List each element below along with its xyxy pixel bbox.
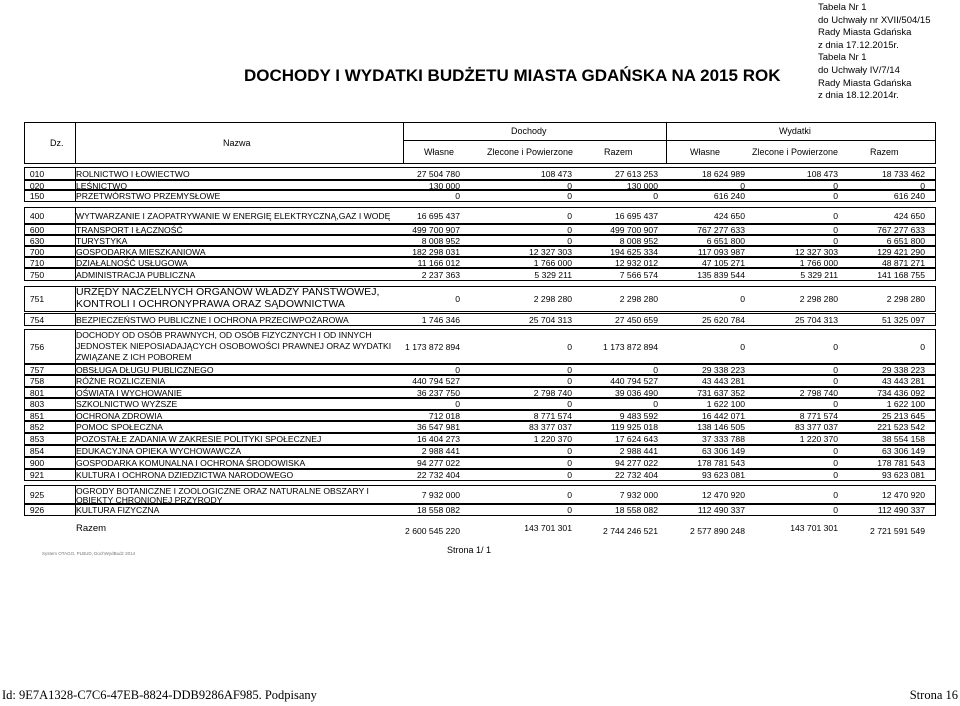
header-divider	[24, 122, 25, 163]
row-value: 0	[833, 376, 838, 386]
row-value: 18 558 082	[614, 505, 658, 515]
row-name: WYTWARZANIE I ZAOPATRYWANIE W ENERGIĘ ELEKTRYCZNĄ,GAZ I WODĘ	[76, 210, 391, 221]
row-value: 63 306 149	[701, 446, 745, 456]
row-code: 700	[29, 246, 45, 257]
row-name: OCHRONA ZDROWIA	[76, 410, 163, 421]
row-value: 221 523 542	[877, 422, 925, 432]
row-name: LEŚNICTWO	[76, 180, 128, 191]
row-value: 7 566 574	[619, 269, 658, 280]
row-value: 1 622 100	[886, 399, 925, 409]
col-dz: Dz.	[50, 138, 64, 148]
row-value: 0	[920, 341, 925, 352]
row-value: 27 450 659	[614, 314, 658, 325]
row-name: KULTURA FIZYCZNA	[76, 505, 160, 515]
row-value: 0	[833, 470, 838, 480]
row-value: 1 173 872 894	[405, 341, 460, 352]
note-line: z dnia 17.12.2015r.	[818, 39, 899, 51]
row-value: 1 746 346	[421, 314, 460, 325]
col-dochody: Dochody	[511, 126, 547, 136]
row-value: 440 794 527	[610, 376, 658, 386]
col-nazwa: Nazwa	[223, 138, 251, 148]
row-value: 1 766 000	[799, 257, 838, 268]
total-label: Razem	[76, 523, 107, 534]
row-name: SZKOLNICTWO WYŻSZE	[76, 399, 178, 409]
row-code: 758	[29, 376, 45, 386]
row-value: 27 613 253	[614, 168, 658, 179]
row-value: 141 168 755	[877, 269, 925, 280]
row-code: 710	[29, 257, 45, 268]
col-wydatki-wlasne: Własne	[690, 147, 721, 157]
row-code: 010	[29, 168, 45, 179]
row-value: 0	[653, 399, 658, 409]
row-value: 616 240	[893, 190, 925, 201]
row-value: 2 298 280	[619, 294, 658, 304]
row-value: 108 473	[806, 168, 838, 179]
row-value: 135 839 544	[697, 269, 745, 280]
row-value: 5 329 211	[800, 269, 838, 280]
row-value: 0	[833, 399, 838, 409]
row-value: 0	[567, 210, 572, 221]
row-value: 767 277 633	[697, 224, 745, 235]
row-name: OŚWIATA I WYCHOWANIE	[76, 387, 182, 398]
row-code: 754	[29, 314, 45, 325]
total-value: 2 600 545 220	[405, 526, 460, 536]
row-value: 112 490 337	[877, 505, 925, 515]
row-value: 6 651 800	[886, 235, 925, 246]
row-value: 499 700 907	[610, 224, 658, 235]
row-value: 43 443 281	[881, 376, 925, 386]
row-value: 0	[567, 458, 572, 468]
total-value: 143 701 301	[790, 523, 838, 533]
row-value: 731 637 352	[697, 387, 745, 398]
row-value: 48 871 271	[881, 257, 925, 268]
row-name: URZĘDY NACZELNYCH ORGANÓW WŁADZY PAŃSTWOWEJ,	[76, 286, 380, 298]
row-value: 0	[833, 505, 838, 515]
col-dochody-razem: Razem	[604, 147, 633, 157]
row-value: 0	[833, 489, 838, 500]
row-value: 1 173 872 894	[603, 341, 658, 352]
row-value: 2 298 280	[533, 294, 572, 304]
row-code: 150	[29, 190, 45, 201]
row-value: 9 483 592	[619, 410, 658, 421]
row-value: 2 988 441	[619, 446, 658, 456]
row-value: 25 704 313	[794, 314, 838, 325]
row-value: 12 470 920	[881, 489, 925, 500]
row-value: 0	[833, 341, 838, 352]
row-value: 499 700 907	[412, 224, 460, 235]
row-value: 8 771 574	[799, 410, 838, 421]
row-value: 16 442 071	[701, 410, 745, 421]
total-value: 2 577 890 248	[690, 526, 745, 536]
row-value: 0	[833, 364, 838, 375]
row-name: ADMINISTRACJA PUBLICZNA	[76, 269, 196, 280]
row-code: 020	[29, 180, 45, 191]
row-value: 130 000	[428, 180, 460, 191]
row-value: 93 623 081	[881, 470, 925, 480]
row-value: 0	[567, 224, 572, 235]
row-value: 0	[567, 489, 572, 500]
row-code: 600	[29, 224, 45, 235]
row-code: 750	[29, 269, 45, 280]
row-value: 0	[833, 458, 838, 468]
row-value: 0	[833, 446, 838, 456]
row-value: 5 329 211	[534, 269, 572, 280]
row-value: 16 404 273	[416, 434, 460, 444]
note-line: Tabela Nr 1	[818, 2, 867, 13]
row-name: ZWIĄZANE Z ICH POBOREM	[76, 352, 192, 362]
header-bottom-line	[24, 163, 936, 164]
note-line: do Uchwały IV/7/14	[818, 64, 900, 76]
row-value: 0	[653, 364, 658, 375]
row-value: 7 932 000	[421, 489, 460, 500]
row-value: 130 000	[626, 180, 658, 191]
row-value: 29 338 223	[881, 364, 925, 375]
total-value: 2 744 246 521	[603, 526, 658, 536]
note-line: do Uchwały nr XVII/504/15	[818, 14, 931, 26]
row-value: 18 733 462	[881, 168, 925, 179]
row-code: 400	[29, 210, 45, 221]
row-code: 926	[29, 505, 45, 515]
row-name: OBSŁUGA DŁUGU PUBLICZNEGO	[76, 364, 214, 375]
row-name: EDUKACYJNA OPIEKA WYCHOWAWCZA	[76, 446, 242, 456]
row-value: 2 988 441	[421, 446, 460, 456]
row-name: ROLNICTWO I ŁOWIECTWO	[76, 168, 190, 179]
row-name: POMOC SPOŁECZNA	[76, 422, 163, 432]
row-name: KONTROLI I OCHRONYPRAWA ORAZ SĄDOWNICTWA	[76, 298, 345, 310]
row-code: 757	[29, 364, 45, 375]
row-value: 0	[567, 446, 572, 456]
row-value: 767 277 633	[877, 224, 925, 235]
row-value: 0	[567, 190, 572, 201]
row-code: 854	[29, 446, 45, 456]
row-value: 138 146 505	[697, 422, 745, 432]
row-value: 0	[833, 224, 838, 235]
row-value: 0	[567, 364, 572, 375]
row-value: 16 695 437	[614, 210, 658, 221]
row-value: 0	[740, 180, 745, 191]
row-name: DOCHODY OD OSÓB PRAWNYCH, OD OSÓB FIZYCZNYCH I OD INNYCH	[76, 330, 372, 340]
row-value: 119 925 018	[610, 422, 658, 432]
row-name: GOSPODARKA MIESZKANIOWA	[76, 246, 206, 257]
row-value: 2 237 363	[421, 269, 460, 280]
row-name: POZOSTAŁE ZADANIA W ZAKRESIE POLITYKI SPOŁECZNEJ	[76, 434, 322, 444]
row-code: 853	[29, 434, 45, 444]
row-name: JEDNOSTEK NIEPOSIADAJĄCYCH OSOBOWOŚCI PRAWNEJ ORAZ WYDATKI	[76, 341, 392, 351]
header-divider	[666, 122, 667, 163]
row-value: 17 624 643	[614, 434, 658, 444]
row-value: 93 623 081	[701, 470, 745, 480]
page-number: Strona 1/ 1	[447, 545, 492, 555]
row-name: TURYSTYKA	[76, 235, 128, 246]
row-value: 0	[567, 341, 572, 352]
row-value: 424 650	[893, 210, 925, 221]
row-value: 0	[567, 470, 572, 480]
row-code: 852	[29, 422, 45, 432]
header-top-line	[24, 122, 936, 123]
row-value: 22 732 404	[614, 470, 658, 480]
row-value: 0	[833, 190, 838, 201]
col-wydatki-zlecone: Zlecone i Powierzone	[752, 147, 839, 157]
row-value: 129 421 290	[877, 246, 925, 257]
row-name: RÓŻNE ROZLICZENIA	[76, 376, 166, 386]
row-value: 8 008 952	[421, 235, 460, 246]
row-value: 0	[567, 505, 572, 515]
row-value: 0	[567, 376, 572, 386]
row-value: 424 650	[713, 210, 745, 221]
row-value: 1 766 000	[533, 257, 572, 268]
row-value: 83 377 037	[794, 422, 838, 432]
row-value: 37 333 788	[701, 434, 745, 444]
col-dochody-wlasne: Własne	[424, 147, 455, 157]
row-value: 11 166 012	[417, 257, 460, 268]
row-value: 0	[455, 399, 460, 409]
row-value: 8 771 574	[533, 410, 572, 421]
row-name: PRZETWÓRSTWO PRZEMYSŁOWE	[76, 190, 221, 201]
row-value: 2 798 740	[799, 387, 838, 398]
row-value: 1 622 100	[706, 399, 745, 409]
row-value: 16 695 437	[416, 210, 460, 221]
system-text: System OTAGO, PLBUD, DochWydBudz 2014	[42, 551, 136, 556]
row-value: 0	[567, 399, 572, 409]
header-mid-line	[403, 140, 936, 141]
row-value: 94 277 022	[416, 458, 460, 468]
row-value: 25 620 784	[701, 314, 745, 325]
row-value: 0	[833, 235, 838, 246]
row-code: 751	[29, 294, 45, 304]
row-value: 47 105 271	[701, 257, 745, 268]
row-value: 7 932 000	[619, 489, 658, 500]
row-value: 12 327 303	[528, 246, 572, 257]
row-value: 108 473	[540, 168, 572, 179]
row-value: 6 651 800	[706, 235, 745, 246]
row-name: GOSPODARKA KOMUNALNA I OCHRONA ŚRODOWISKA	[76, 458, 306, 468]
row-code: 925	[29, 489, 45, 500]
row-value: 18 624 989	[701, 168, 745, 179]
note-line: Rady Miasta Gdańska	[818, 27, 912, 39]
row-code: 851	[29, 410, 45, 421]
col-wydatki: Wydatki	[779, 126, 811, 136]
row-value: 178 781 543	[877, 458, 925, 468]
row-value: 18 558 082	[416, 505, 460, 515]
header-divider	[935, 122, 936, 163]
note-line: Rady Miasta Gdańska	[818, 77, 912, 89]
row-value: 0	[833, 210, 838, 221]
row-value: 0	[455, 190, 460, 201]
row-name: KULTURA I OCHRONA DZIEDZICTWA NARODOWEGO	[76, 470, 294, 480]
total-value: 143 701 301	[524, 523, 572, 533]
row-value: 117 093 987	[697, 246, 745, 257]
row-name: DZIAŁALNOŚĆ USŁUGOWA	[76, 257, 188, 268]
footer-page: Strona 16	[909, 688, 958, 702]
row-value: 83 377 037	[528, 422, 572, 432]
row-code: 900	[29, 458, 45, 468]
row-value: 178 781 543	[697, 458, 745, 468]
row-value: 39 036 490	[614, 387, 658, 398]
row-value: 36 547 981	[416, 422, 460, 432]
row-value: 182 298 031	[412, 246, 460, 257]
header-divider	[403, 122, 404, 163]
row-name: TRANSPORT I ŁĄCZNOŚĆ	[76, 224, 183, 235]
row-value: 25 704 313	[528, 314, 572, 325]
row-code: 803	[29, 399, 45, 409]
row-value: 2 798 740	[533, 387, 572, 398]
row-value: 25 213 645	[881, 410, 925, 421]
row-value: 12 327 303	[794, 246, 838, 257]
row-code: 801	[29, 387, 45, 398]
note-line: Tabela Nr 1	[818, 52, 867, 64]
row-value: 0	[833, 180, 838, 191]
col-dochody-zlecone: Zlecone i Powierzone	[487, 147, 574, 157]
row-value: 2 298 280	[799, 294, 838, 304]
row-value: 0	[740, 341, 745, 352]
row-value: 8 008 952	[619, 235, 658, 246]
row-value: 616 240	[713, 190, 745, 201]
row-code: 921	[29, 470, 45, 480]
row-value: 94 277 022	[614, 458, 658, 468]
row-value: 63 306 149	[881, 446, 925, 456]
row-value: 0	[740, 294, 745, 304]
row-value: 12 932 012	[614, 257, 658, 268]
row-value: 43 443 281	[701, 376, 745, 386]
row-value: 27 504 780	[416, 168, 460, 179]
row-value: 2 298 280	[886, 294, 925, 304]
header-divider	[75, 122, 76, 163]
row-code: 630	[29, 235, 45, 246]
row-value: 440 794 527	[412, 376, 460, 386]
row-code: 756	[29, 341, 45, 352]
col-wydatki-razem: Razem	[870, 147, 899, 157]
row-value: 0	[920, 180, 925, 191]
row-value: 712 018	[428, 410, 460, 421]
row-value: 1 220 370	[533, 434, 572, 444]
document-title: DOCHODY I WYDATKI BUDŻETU MIASTA GDAŃSKA NA 2015 ROK	[244, 66, 781, 85]
row-value: 0	[567, 235, 572, 246]
row-name: OGRODY BOTANICZNE I ZOOLOGICZNE ORAZ NATURALNE OBSZARY I	[76, 486, 369, 496]
total-value: 2 721 591 549	[870, 526, 925, 536]
row-value: 0	[455, 294, 460, 304]
row-value: 112 490 337	[697, 505, 745, 515]
row-value: 734 436 092	[877, 387, 925, 398]
header-note	[818, 2, 930, 103]
row-value: 0	[653, 190, 658, 201]
row-value: 51 325 097	[881, 314, 925, 325]
row-value: 0	[455, 364, 460, 375]
row-value: 0	[567, 180, 572, 191]
row-name: BEZPIECZEŃSTWO PUBLICZNE I OCHRONA PRZECIWPOŻAROWA	[76, 314, 349, 325]
row-value: 38 554 158	[881, 434, 925, 444]
note-line: z dnia 18.12.2014r.	[818, 90, 899, 102]
row-value: 22 732 404	[416, 470, 460, 480]
row-value: 36 237 750	[416, 387, 460, 398]
row-value: 29 338 223	[701, 364, 745, 375]
row-value: 1 220 370	[799, 434, 838, 444]
footer-id: Id: 9E7A1328-C7C6-47EB-8824-DDB9286AF985. Podpisany	[2, 688, 317, 702]
row-value: 194 625 334	[610, 246, 658, 257]
row-name: OBIEKTY CHRONIONEJ PRZYRODY	[76, 494, 223, 505]
row-value: 12 470 920	[701, 489, 745, 500]
